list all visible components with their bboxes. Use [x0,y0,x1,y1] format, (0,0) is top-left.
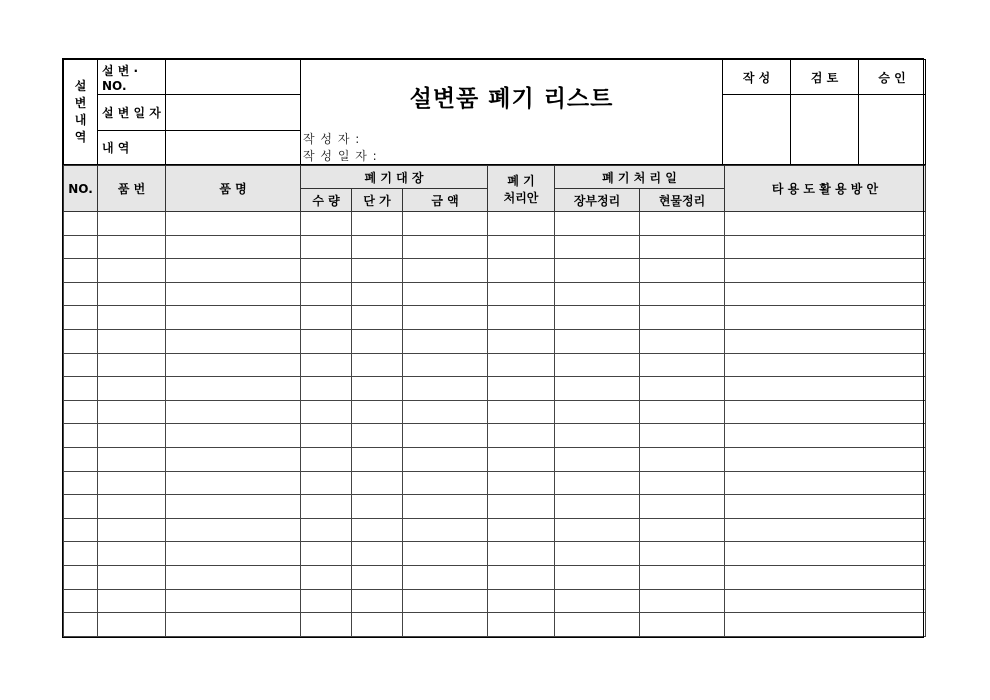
table-cell[interactable] [301,495,352,519]
table-row [64,542,926,566]
table-cell[interactable] [166,542,301,566]
table-cell[interactable] [98,235,166,259]
table-cell[interactable] [403,353,488,377]
table-cell[interactable] [352,447,403,471]
table-cell[interactable] [640,424,725,448]
col-header-physical-cleanup: 현물정리 [640,189,725,212]
table-cell[interactable] [166,259,301,283]
table-cell[interactable] [725,495,926,519]
table-cell[interactable] [301,259,352,283]
group-char-2: 변 [74,96,87,110]
table-cell[interactable] [403,377,488,401]
table-cell[interactable] [166,518,301,542]
table-cell[interactable] [301,353,352,377]
table-cell[interactable] [64,542,98,566]
table-cell[interactable] [352,589,403,613]
table-cell[interactable] [98,613,166,637]
design-change-group-label [64,60,98,165]
table-row [64,495,926,519]
page-title: 설변품 폐기 리스트 [409,86,614,112]
table-cell[interactable] [640,282,725,306]
table-cell[interactable] [555,235,640,259]
table-cell[interactable] [488,353,555,377]
approval-header-approve: 승 인 [859,60,926,95]
table-cell[interactable] [301,400,352,424]
table-cell[interactable] [352,495,403,519]
table-cell[interactable] [488,400,555,424]
table-cell[interactable] [640,353,725,377]
header-block [63,59,926,165]
table-cell[interactable] [98,589,166,613]
table-cell[interactable] [555,400,640,424]
table-cell[interactable] [403,495,488,519]
table-cell[interactable] [98,282,166,306]
table-cell[interactable] [98,212,166,236]
table-cell[interactable] [555,259,640,283]
table-cell[interactable] [166,471,301,495]
table-cell[interactable] [488,447,555,471]
table-cell[interactable] [488,589,555,613]
table-cell[interactable] [555,447,640,471]
table-row [64,259,926,283]
approval-header-author: 작 성 [723,60,791,95]
table-cell[interactable] [725,212,926,236]
table-cell[interactable] [640,212,725,236]
table-cell[interactable] [725,447,926,471]
table-cell[interactable] [352,212,403,236]
col-header-part-no: 품 번 [98,166,166,212]
col-header-disposal-plan [488,166,555,212]
table-cell[interactable] [488,471,555,495]
table-cell[interactable] [98,424,166,448]
disposal-list-table [63,165,926,637]
table-cell[interactable] [488,377,555,401]
table-row [64,235,926,259]
table-cell[interactable] [725,613,926,637]
col-header-amount: 금 액 [403,189,488,212]
table-cell[interactable] [640,471,725,495]
table-cell[interactable] [640,589,725,613]
table-cell[interactable] [555,589,640,613]
table-row [64,565,926,589]
col-header-disposal-ledger: 폐 기 대 장 [301,166,488,189]
table-cell[interactable] [640,377,725,401]
table-cell[interactable] [640,235,725,259]
table-cell[interactable] [98,542,166,566]
table-cell[interactable] [301,306,352,330]
table-cell[interactable] [488,235,555,259]
table-cell[interactable] [64,282,98,306]
table-cell[interactable] [352,471,403,495]
table-cell[interactable] [555,613,640,637]
table-row [64,424,926,448]
table-cell[interactable] [98,471,166,495]
table-cell[interactable] [555,353,640,377]
table-cell[interactable] [166,447,301,471]
table-cell[interactable] [403,518,488,542]
table-cell[interactable] [640,518,725,542]
table-cell[interactable] [725,259,926,283]
table-cell[interactable] [98,447,166,471]
col-header-other-use-plan: 타 용 도 활 용 방 안 [725,166,926,212]
table-cell[interactable] [488,282,555,306]
table-cell[interactable] [352,424,403,448]
table-cell[interactable] [352,400,403,424]
table-cell[interactable] [98,495,166,519]
table-cell[interactable] [403,447,488,471]
table-cell[interactable] [166,282,301,306]
table-cell[interactable] [640,613,725,637]
table-cell[interactable] [488,518,555,542]
table-row [64,471,926,495]
table-cell[interactable] [488,306,555,330]
table-cell[interactable] [488,259,555,283]
table-cell[interactable] [488,542,555,566]
table-row [64,400,926,424]
table-cell[interactable] [301,424,352,448]
table-cell[interactable] [352,306,403,330]
disposal-plan-line2: 처리안 [503,190,539,205]
table-cell[interactable] [64,613,98,637]
table-cell[interactable] [64,306,98,330]
table-cell[interactable] [64,495,98,519]
table-cell[interactable] [301,613,352,637]
col-header-ledger-cleanup: 장부정리 [555,189,640,212]
table-cell[interactable] [640,400,725,424]
table-cell[interactable] [725,565,926,589]
table-cell[interactable] [301,235,352,259]
table-row [64,329,926,353]
table-cell[interactable] [488,495,555,519]
table-cell[interactable] [352,377,403,401]
table-row [64,589,926,613]
table-cell[interactable] [725,282,926,306]
table-cell[interactable] [403,400,488,424]
table-cell[interactable] [725,377,926,401]
table-cell[interactable] [555,424,640,448]
table-cell[interactable] [64,400,98,424]
table-cell[interactable] [352,329,403,353]
table-cell[interactable] [166,377,301,401]
table-cell[interactable] [555,212,640,236]
group-char-1: 설 [74,79,87,93]
table-cell[interactable] [166,306,301,330]
table-cell[interactable] [403,235,488,259]
table-cell[interactable] [301,471,352,495]
table-cell[interactable] [352,542,403,566]
table-cell[interactable] [166,400,301,424]
table-cell[interactable] [166,353,301,377]
table-cell[interactable] [166,424,301,448]
approval-sign-approve[interactable] [859,95,926,165]
table-body [64,212,926,637]
table-cell[interactable] [166,589,301,613]
table-cell[interactable] [555,471,640,495]
design-change-date-label: 설 변 일 자 [98,95,166,131]
table-cell[interactable] [352,565,403,589]
approval-sign-author[interactable] [723,95,791,165]
table-cell[interactable] [488,424,555,448]
table-cell[interactable] [64,353,98,377]
table-cell[interactable] [403,565,488,589]
table-cell[interactable] [640,542,725,566]
group-char-4: 역 [74,130,87,144]
table-cell[interactable] [166,565,301,589]
table-cell[interactable] [555,329,640,353]
table-cell[interactable] [352,282,403,306]
table-cell[interactable] [403,212,488,236]
table-cell[interactable] [64,447,98,471]
table-cell[interactable] [555,306,640,330]
design-change-details-field[interactable] [166,131,301,165]
table-cell[interactable] [98,306,166,330]
table-cell[interactable] [640,447,725,471]
table-cell[interactable] [725,400,926,424]
table-cell[interactable] [640,259,725,283]
table-row [64,518,926,542]
table-cell[interactable] [301,282,352,306]
table-cell[interactable] [352,518,403,542]
table-cell[interactable] [98,353,166,377]
approval-header-review: 검 토 [791,60,859,95]
table-cell[interactable] [64,377,98,401]
table-cell[interactable] [98,259,166,283]
table-cell[interactable] [640,495,725,519]
table-cell[interactable] [488,329,555,353]
table-cell[interactable] [301,447,352,471]
table-cell[interactable] [555,518,640,542]
table-row [64,306,926,330]
table-cell[interactable] [166,613,301,637]
table-cell[interactable] [98,377,166,401]
table-cell[interactable] [725,424,926,448]
table-cell[interactable] [64,212,98,236]
table-cell[interactable] [403,424,488,448]
table-cell[interactable] [403,329,488,353]
col-header-unit-price: 단 가 [352,189,403,212]
table-cell[interactable] [98,400,166,424]
table-cell[interactable] [301,589,352,613]
table-cell[interactable] [301,329,352,353]
table-cell[interactable] [640,306,725,330]
table-row [64,282,926,306]
col-header-no: NO. [64,166,98,212]
table-cell[interactable] [640,329,725,353]
table-cell[interactable] [352,613,403,637]
table-cell[interactable] [166,495,301,519]
table-cell[interactable] [403,613,488,637]
table-cell[interactable] [352,235,403,259]
design-change-date-field[interactable] [166,95,301,131]
table-cell[interactable] [352,259,403,283]
table-cell[interactable] [98,518,166,542]
table-cell[interactable] [166,329,301,353]
table-cell[interactable] [166,235,301,259]
col-header-part-name: 품 명 [166,166,301,212]
table-cell[interactable] [301,377,352,401]
table-cell[interactable] [555,282,640,306]
table-cell[interactable] [725,353,926,377]
table-cell[interactable] [555,542,640,566]
table-cell[interactable] [488,565,555,589]
table-row [64,353,926,377]
table-cell[interactable] [64,259,98,283]
title-cell [301,60,723,165]
table-cell[interactable] [555,495,640,519]
table-cell[interactable] [64,589,98,613]
table-cell[interactable] [403,471,488,495]
table-cell[interactable] [352,353,403,377]
table-row [64,377,926,401]
col-header-disposal-date: 폐 기 처 리 일 [555,166,725,189]
table-cell[interactable] [301,212,352,236]
table-cell[interactable] [166,212,301,236]
table-cell[interactable] [64,471,98,495]
table-cell[interactable] [725,518,926,542]
table-cell[interactable] [64,424,98,448]
table-cell[interactable] [403,542,488,566]
disposal-plan-line1: 폐 기 [507,173,535,188]
approval-sign-review[interactable] [791,95,859,165]
table-cell[interactable] [725,542,926,566]
table-cell[interactable] [640,565,725,589]
col-header-qty: 수 량 [301,189,352,212]
table-cell[interactable] [64,235,98,259]
table-row [64,613,926,637]
table-cell[interactable] [301,542,352,566]
table-cell[interactable] [555,377,640,401]
table-row [64,212,926,236]
table-cell[interactable] [98,565,166,589]
table-cell[interactable] [64,565,98,589]
table-cell[interactable] [725,329,926,353]
table-cell[interactable] [725,235,926,259]
author-label: 작 성 자 : [303,132,361,146]
table-cell[interactable] [403,259,488,283]
table-cell[interactable] [725,471,926,495]
table-cell[interactable] [98,329,166,353]
author-date-label: 작 성 일 자 : [303,149,378,163]
table-cell[interactable] [403,306,488,330]
table-row [64,447,926,471]
table-cell[interactable] [403,589,488,613]
table-cell[interactable] [301,565,352,589]
table-cell[interactable] [403,282,488,306]
table-cell[interactable] [488,613,555,637]
group-char-3: 내 [74,113,87,127]
design-change-no-label: 설 변 · NO. [98,60,166,95]
table-cell[interactable] [64,329,98,353]
design-change-no-field[interactable] [166,60,301,95]
table-cell[interactable] [301,518,352,542]
design-change-details-label: 내 역 [98,131,166,165]
table-cell[interactable] [725,589,926,613]
table-cell[interactable] [488,212,555,236]
table-cell[interactable] [64,518,98,542]
table-cell[interactable] [555,565,640,589]
table-cell[interactable] [725,306,926,330]
